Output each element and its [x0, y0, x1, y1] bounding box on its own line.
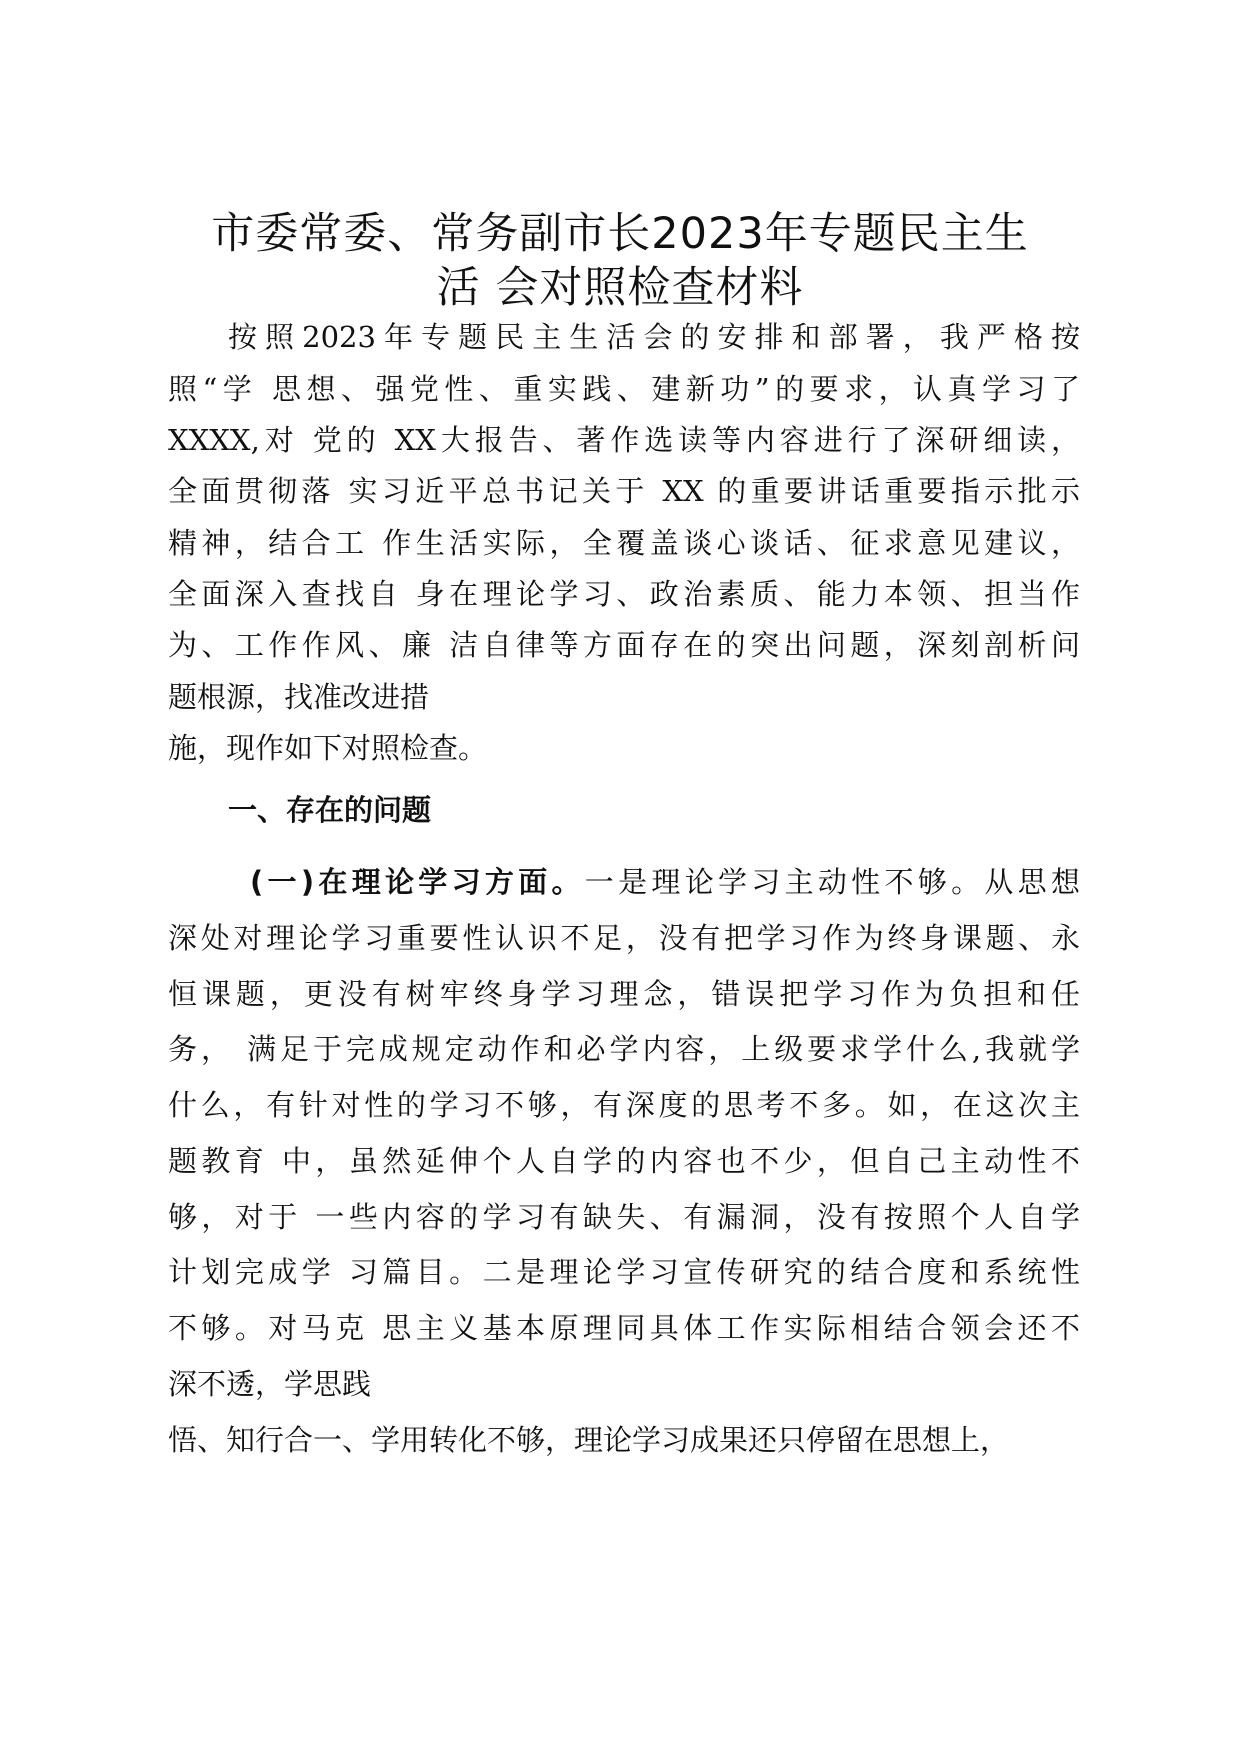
intro-line: 精神，结合工 作生活实际，全覆盖谈心谈话、征求意见建议，: [168, 526, 1080, 560]
body-line: 深处对理论学习重要性认识不足，没有把学习作为终身课题、永: [168, 921, 1080, 955]
intro-line: XXXX,对 党的 XX大报告、著作选读等内容进行了深研细读，: [168, 423, 1080, 457]
section-heading: 一、存在的问题: [228, 793, 432, 827]
intro-line: 题根源，找准改进措: [168, 680, 430, 714]
body-line: 题教育 中，虽然延伸个人自学的内容也不少，但自己主动性不: [168, 1144, 1080, 1178]
body-line: 悟、知行合一、学用转化不够，理论学习成果还只停留在思想上，: [168, 1423, 1010, 1457]
document-title-line-1: 市委常委、常务副市长2023年专题民主生: [211, 209, 1029, 259]
body-line: 深不透，学思践: [168, 1367, 372, 1401]
body-line: 不够。对马克 思主义基本原理同具体工作实际相结合领会还不: [168, 1311, 1080, 1345]
intro-line: 为、工作作风、廉 洁自律等方面存在的突出问题，深刻剖析问: [168, 628, 1080, 662]
body-line: 够，对于 一些内容的学习有缺失、有漏洞，没有按照个人自学: [168, 1200, 1080, 1234]
subsection-first-line-text: 一是理论学习主动性不够。从思想: [584, 865, 1080, 899]
intro-line: 照“学 思想、强党性、重实践、建新功”的要求，认真学习了: [168, 372, 1080, 406]
subsection-label: (一)在理论学习方面。: [250, 865, 585, 899]
body-line: 什么，有针对性的学习不够，有深度的思考不多。如，在这次主: [168, 1088, 1080, 1122]
intro-line: 按照2023年专题民主生活会的安排和部署，我严格按: [228, 320, 1080, 354]
intro-line: 全面贯彻落 实习近平总书记关于 XX 的重要讲话重要指示批示: [168, 474, 1080, 508]
body-line: 计划完成学 习篇目。二是理论学习宣传研究的结合度和系统性: [168, 1255, 1080, 1289]
intro-line: 全面深入查找自 身在理论学习、政治素质、能力本领、担当作: [168, 577, 1080, 611]
subsection-first-line: [250, 862, 1080, 902]
intro-line: 施，现作如下对照检查。: [168, 731, 488, 765]
body-line: 恒课题，更没有树牢终身学习理念，错误把学习作为负担和任: [168, 977, 1080, 1011]
document-title-line-2: 活 会对照检查材料: [436, 263, 804, 313]
body-line: 务， 满足于完成规定动作和必学内容，上级要求学什么,我就学: [168, 1032, 1080, 1066]
